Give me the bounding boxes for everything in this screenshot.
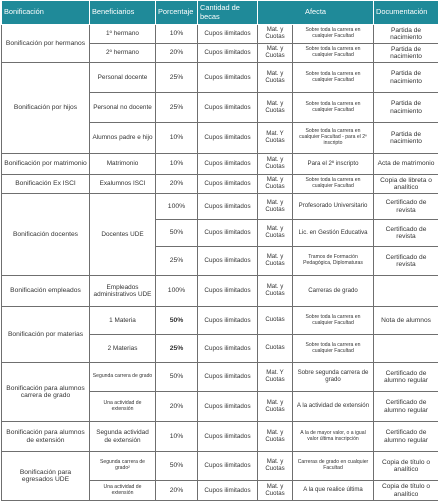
porcentaje-cell: 25%	[156, 247, 198, 276]
documentacion-cell	[374, 335, 438, 363]
afecta-detalle-cell: Lic. en Gestión Educativa	[293, 220, 374, 247]
afecta-detalle-cell: Carreras de grado	[293, 276, 374, 307]
afecta-tipo-cell: Cuotas	[258, 335, 293, 363]
beneficiario-cell: Personal no docente	[90, 93, 156, 123]
porcentaje-cell	[156, 307, 198, 335]
documentacion-cell: Acta de matrimonio	[374, 154, 438, 175]
afecta-tipo-cell: Cuotas	[258, 307, 293, 335]
documentacion-cell: Certificado de revista	[374, 247, 438, 276]
beneficiario-cell: 1 Materia	[90, 307, 156, 335]
bonificacion-cell: Bonificación para alumnos carrera de grado	[2, 363, 90, 422]
cupos-cell: Cupos ilimitados	[198, 247, 258, 276]
table-row	[2, 422, 438, 452]
documentacion-cell: Copia de título o analítico	[374, 481, 438, 501]
cupos-cell: Cupos ilimitados	[198, 335, 258, 363]
header-bonificacion: Bonificación	[2, 1, 90, 25]
afecta-tipo-cell: Mat. Y Cuotas	[258, 123, 293, 154]
cupos-cell: Cupos ilimitados	[198, 481, 258, 501]
afecta-tipo-cell: Mat. y Cuotas	[258, 25, 293, 44]
porcentaje-value: 25%	[170, 345, 184, 352]
bonificacion-cell: Bonificación docentes	[2, 194, 90, 276]
porcentaje-cell: 20%	[156, 392, 198, 422]
documentacion-cell: Certificado de alumno regular	[374, 363, 438, 392]
afecta-detalle-cell: A la de mayor valor, o a igual valor última inscripción	[293, 422, 374, 452]
beneficiario-cell: Docentes UDE	[90, 194, 156, 276]
header-afecta: Afecta	[258, 1, 374, 25]
beneficiario-cell: 2º hermano	[90, 44, 156, 63]
table-row	[2, 276, 438, 307]
porcentaje-cell: 20%	[156, 44, 198, 63]
porcentaje-cell: 50%	[156, 452, 198, 481]
cupos-cell: Cupos ilimitados	[198, 452, 258, 481]
cupos-cell: Cupos ilimitados	[198, 422, 258, 452]
beneficiario-cell: 2 Materias	[90, 335, 156, 363]
bonificacion-cell: Bonificación empleados	[2, 276, 90, 307]
cupos-cell: Cupos ilimitados	[198, 194, 258, 220]
documentacion-cell: Partida de nacimiento	[374, 25, 438, 44]
bonificacion-cell: Bonificación para alumnos de extensión	[2, 422, 90, 452]
porcentaje-value: 50%	[170, 317, 184, 324]
table-row	[2, 307, 438, 335]
table-row	[2, 25, 438, 44]
porcentaje-cell: 25%	[156, 93, 198, 123]
header-porcentaje: Porcentaje	[156, 1, 198, 25]
porcentaje-cell: 100%	[156, 276, 198, 307]
afecta-tipo-cell: Mat. y Cuotas	[258, 452, 293, 481]
bonificacion-cell: Bonificación para egresados UDE	[2, 452, 90, 501]
beneficiario-cell: Empleados administrativos UDE	[90, 276, 156, 307]
afecta-detalle-cell: Sobre toda la carrera en cualquier Facultad	[293, 335, 374, 363]
afecta-detalle-cell: Sobre toda la carrera en cualquier Facultad	[293, 25, 374, 44]
afecta-detalle-cell: Carreras de grado en cualquier Facultad	[293, 452, 374, 481]
beneficiario-cell: Segunda carrera de grado	[90, 363, 156, 392]
cupos-cell: Cupos ilimitados	[198, 93, 258, 123]
cupos-cell: Cupos ilimitados	[198, 363, 258, 392]
afecta-detalle-cell: Profesorado Universitario	[293, 194, 374, 220]
cupos-cell: Cupos ilimitados	[198, 392, 258, 422]
afecta-tipo-cell: Mat. y Cuotas	[258, 422, 293, 452]
porcentaje-cell: 50%	[156, 220, 198, 247]
beneficiario-cell: Una actividad de extensión	[90, 481, 156, 501]
header-row	[2, 1, 438, 25]
afecta-detalle-cell: Sobre toda la carrera en cualquier Facultad	[293, 63, 374, 93]
documentacion-cell: Certificado de alumno regular	[374, 392, 438, 422]
afecta-detalle-cell: A la actividad de extensión	[293, 392, 374, 422]
porcentaje-cell: 10%	[156, 25, 198, 44]
cupos-cell: Cupos ilimitados	[198, 220, 258, 247]
afecta-detalle-cell: A la que realice última	[293, 481, 374, 501]
documentacion-cell: Certificado de alumno regular	[374, 422, 438, 452]
afecta-detalle-cell: Sobre toda la carrera en cualquier Facultad	[293, 93, 374, 123]
afecta-tipo-cell: Mat. Y Cuotas	[258, 363, 293, 392]
cupos-cell: Cupos ilimitados	[198, 276, 258, 307]
afecta-tipo-cell: Mat. y Cuotas	[258, 194, 293, 220]
documentacion-cell: Copia de libreta o analítico	[374, 175, 438, 194]
porcentaje-cell: 20%	[156, 175, 198, 194]
cupos-cell: Cupos ilimitados	[198, 63, 258, 93]
documentacion-cell: Partida de nacimiento	[374, 93, 438, 123]
cupos-cell: Cupos ilimitados	[198, 25, 258, 44]
documentacion-cell: Partida de nacimiento	[374, 63, 438, 93]
porcentaje-cell: 10%	[156, 154, 198, 175]
table-row	[2, 363, 438, 392]
porcentaje-cell: 20%	[156, 481, 198, 501]
afecta-tipo-cell: Mat. y Cuotas	[258, 93, 293, 123]
porcentaje-cell: 50%	[156, 363, 198, 392]
header-documentacion: Documentación	[374, 1, 438, 25]
porcentaje-cell: 25%	[156, 63, 198, 93]
afecta-tipo-cell: Mat. y Cuotas	[258, 175, 293, 194]
beneficiario-cell: 1º hermano	[90, 25, 156, 44]
afecta-tipo-cell: Mat. y Cuotas	[258, 220, 293, 247]
beneficiario-cell: Matrimonio	[90, 154, 156, 175]
bonificacion-cell: Bonificación por matrimonio	[2, 154, 90, 175]
documentacion-cell: Partida de nacimiento	[374, 44, 438, 63]
cupos-cell: Cupos ilimitados	[198, 123, 258, 154]
afecta-tipo-cell: Mat. y Cuotas	[258, 154, 293, 175]
beneficiario-cell: Exalumnos ISCI	[90, 175, 156, 194]
table-row	[2, 175, 438, 194]
porcentaje-cell: 100%	[156, 194, 198, 220]
bonificacion-cell: Bonificación por hijos	[2, 63, 90, 154]
afecta-tipo-cell: Mat. y Cuotas	[258, 481, 293, 501]
afecta-tipo-cell: Mat. y Cuotas	[258, 63, 293, 93]
afecta-detalle-cell: Sobre toda la carrera en cualquier Facultad	[293, 175, 374, 194]
afecta-detalle-cell: Sobre toda la carrera en cualquier Facultad	[293, 307, 374, 335]
documentacion-cell	[374, 276, 438, 307]
afecta-detalle-cell: Sobre segunda carrera de grado	[293, 363, 374, 392]
documentacion-cell: Partida de nacimiento	[374, 123, 438, 154]
cupos-cell: Cupos ilimitados	[198, 154, 258, 175]
afecta-detalle-cell: Sobre toda la carrera en cualquier Facultad - para el 2º inscripto	[293, 123, 374, 154]
documentacion-cell: Nota de alumnos	[374, 307, 438, 335]
table-row	[2, 63, 438, 93]
beneficiario-cell: Alumnos padre e hijo	[90, 123, 156, 154]
afecta-tipo-cell: Mat. y Cuotas	[258, 276, 293, 307]
afecta-tipo-cell: Mat. y Cuotas	[258, 247, 293, 276]
header-cantidad-becas: Cantidad de becas	[198, 1, 258, 25]
table-row	[2, 194, 438, 220]
afecta-detalle-cell: Sobre toda la carrera en cualquier Facultad	[293, 44, 374, 63]
documentacion-cell: Certificado de revista	[374, 220, 438, 247]
afecta-detalle-cell: Para el 2º inscripto	[293, 154, 374, 175]
afecta-detalle-cell: Tramos de Formación Pedagógica, Diplomaturas	[293, 247, 374, 276]
table-row	[2, 452, 438, 481]
bonificacion-cell: Bonificación por hermanos	[2, 25, 90, 63]
afecta-tipo-cell: Mat. y Cuotas	[258, 44, 293, 63]
beneficiario-cell: Personal docente	[90, 63, 156, 93]
beneficiario-cell: Segunda actividad de extensión	[90, 422, 156, 452]
beneficiario-cell: Segunda carrera de grado²	[90, 452, 156, 481]
bonificacion-cell: Bonificación Ex ISCI	[2, 175, 90, 194]
cupos-cell: Cupos ilimitados	[198, 44, 258, 63]
beneficiario-cell: Una actividad de extensión	[90, 392, 156, 422]
documentacion-cell: Certificado de revista	[374, 194, 438, 220]
table-row	[2, 154, 438, 175]
cupos-cell: Cupos ilimitados	[198, 307, 258, 335]
bonificacion-cell: Bonificación por materias	[2, 307, 90, 363]
bonificaciones-table	[1, 0, 438, 501]
header-beneficiarios: Beneficiarios	[90, 1, 156, 25]
afecta-tipo-cell: Mat. y Cuotas	[258, 392, 293, 422]
cupos-cell: Cupos ilimitados	[198, 175, 258, 194]
porcentaje-cell	[156, 335, 198, 363]
documentacion-cell: Copia de título o analítico	[374, 452, 438, 481]
porcentaje-cell: 10%	[156, 422, 198, 452]
porcentaje-cell: 10%	[156, 123, 198, 154]
